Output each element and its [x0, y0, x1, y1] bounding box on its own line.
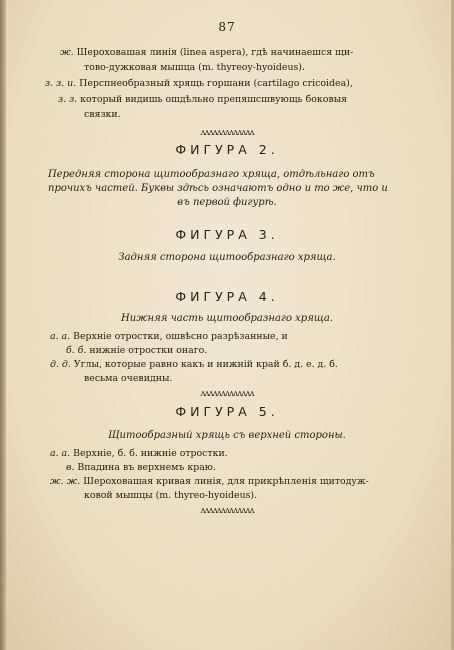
- figure-2-caption-line: прочихъ частей. Буквы здѣсь означаютъ одно и то же, что и: [48, 183, 388, 194]
- ornament-divider: ᴧᴧᴧᴧᴧᴧᴧᴧᴧᴧᴧᴧᴧ: [200, 506, 254, 516]
- entry-line: [50, 475, 369, 488]
- figure-4-heading: ФИГУРА 4.: [175, 289, 279, 304]
- entry-text: который видишь ошдѣльно препяшсшвующь боковыя: [80, 94, 348, 105]
- entry-text: весьма очевидны.: [84, 373, 173, 384]
- entry-text: Шероховашая кривая линія, для прикрѣпленія щитодуж-: [83, 476, 369, 487]
- figure-5-caption: Щитообразный хрящь съ верхней стороны.: [108, 430, 346, 441]
- figure-2-caption-line: въ первой фигурѣ.: [177, 197, 277, 208]
- entry-label: а. а.: [50, 448, 71, 459]
- figure-3-caption: Задняя сторона щитообразнаго хряща.: [118, 252, 336, 263]
- entry-line: [50, 358, 338, 371]
- page-number: 87: [218, 20, 236, 34]
- figure-3-heading: ФИГУРА 3.: [175, 227, 279, 242]
- entry-label: а. а.: [50, 331, 71, 342]
- entry-text: Углы, которые равно какъ и нижній край б. д. е. д. б.: [73, 359, 338, 370]
- entry-text: ковой мышцы (m. thyreo-hyoideus).: [84, 490, 258, 501]
- entry-line: [84, 108, 121, 121]
- entry-line: [84, 61, 305, 74]
- figure-2-caption-line: Передняя сторона щитообразнаго хряща, отдѣльнаго отъ: [48, 169, 375, 180]
- entry-line: [45, 77, 353, 90]
- page-binding-shadow: [0, 0, 6, 650]
- entry-label: б. б.: [66, 345, 87, 356]
- entry-label: ж. ж.: [50, 476, 81, 487]
- entry-text: тово-дужковая мышца (m. thyreoy-hyoideus).: [84, 62, 305, 73]
- entry-line: [84, 489, 257, 502]
- entry-line: [66, 344, 207, 357]
- entry-line: [60, 46, 353, 59]
- entry-text: Шероховашая линія (linea aspera), гдѣ начинаешся щи-: [76, 47, 354, 58]
- figure-5-heading: ФИГУРА 5.: [175, 404, 279, 419]
- ornament-divider: ᴧᴧᴧᴧᴧᴧᴧᴧᴧᴧᴧᴧᴧ: [200, 128, 254, 138]
- entry-text: связки.: [84, 109, 121, 120]
- entry-label: в.: [66, 462, 75, 473]
- entry-text: Верхніе, б. б. нижніе отростки.: [73, 448, 228, 459]
- entry-line: [50, 330, 288, 343]
- entry-label: д. д.: [50, 359, 71, 370]
- entry-text: Перспнеобразный хрящь горшани (cartilago cricoidea),: [79, 78, 353, 89]
- entry-label: з. з.: [58, 94, 78, 105]
- entry-text: Верхніе отростки, ошвѣсно разрѣзанные, и: [73, 331, 288, 342]
- entry-line: [50, 447, 228, 460]
- figure-4-caption: Нижняя часть щитообразнаго хряща.: [121, 313, 333, 324]
- figure-2-heading: ФИГУРА 2.: [175, 142, 279, 157]
- entry-text: нижніе отростки онаго.: [89, 345, 208, 356]
- entry-label: ж.: [60, 47, 74, 58]
- entry-text: Впадина въ верхнемъ краю.: [77, 462, 216, 473]
- entry-line: [84, 372, 172, 385]
- entry-line: [66, 461, 216, 474]
- ornament-divider: ᴧᴧᴧᴧᴧᴧᴧᴧᴧᴧᴧᴧᴧ: [200, 389, 254, 399]
- entry-label: з. з. и.: [45, 78, 77, 89]
- entry-line: [58, 93, 347, 106]
